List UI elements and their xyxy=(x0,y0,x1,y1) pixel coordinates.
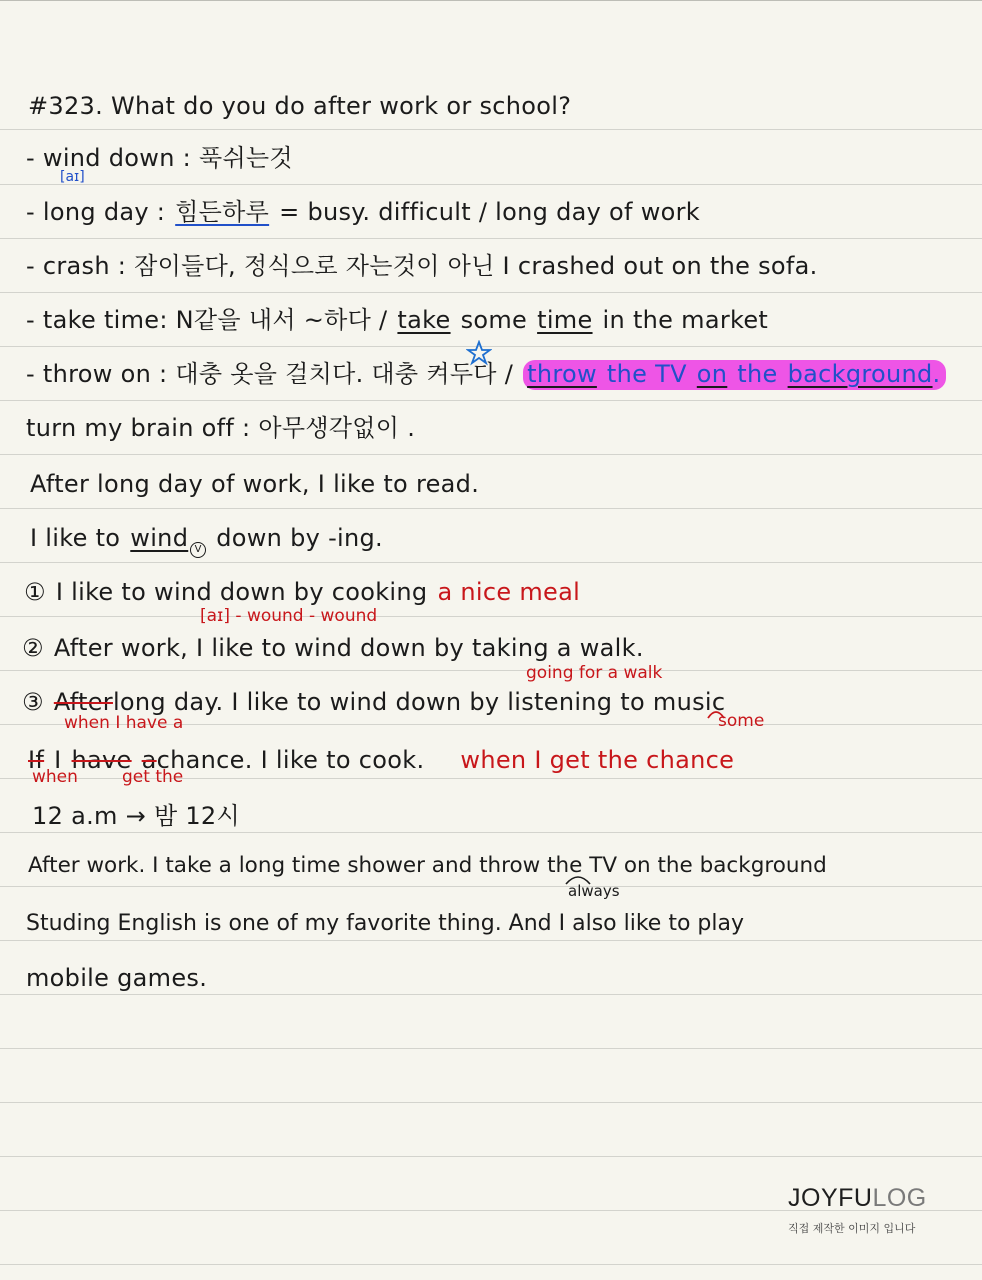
example-word: background xyxy=(787,360,933,388)
logo-text-part: JOYFU xyxy=(788,1184,873,1212)
pattern-text: down by -ing. xyxy=(216,524,383,552)
rule-line xyxy=(0,454,982,455)
page-top-edge xyxy=(0,0,982,1)
rule-line xyxy=(0,994,982,995)
logo-caption: 직접 제작한 이미지 입니다 xyxy=(788,1222,916,1235)
caret-insert-mark xyxy=(706,706,726,720)
rule-line xyxy=(0,832,982,833)
example-word: on xyxy=(696,360,728,388)
struck-word: If xyxy=(28,746,45,774)
rule-line xyxy=(0,562,982,563)
underlined-word: wind xyxy=(130,524,189,552)
red-annotation: get the xyxy=(122,767,184,787)
example-word: throw xyxy=(527,360,597,388)
underlined-word: time xyxy=(537,306,593,334)
sentence-text: long day. I like to wind down by listening to music xyxy=(112,688,726,716)
red-annotation: going for a walk xyxy=(526,663,663,683)
rule-line xyxy=(0,184,982,185)
rule-line xyxy=(0,1048,982,1049)
number-mark: ③ xyxy=(22,688,44,716)
term-label: - long day : xyxy=(26,198,166,226)
struck-word: have xyxy=(71,746,132,774)
red-annotation: some xyxy=(718,711,765,731)
underlined-word: take xyxy=(397,306,451,334)
note-paragraph-line: After work. I take a long time shower and throw the TV on the background xyxy=(28,853,827,878)
term-definition: - throw on : 대충 옷을 걸치다. 대충 켜두다 / xyxy=(26,360,514,388)
red-correction: when I get the chance xyxy=(460,746,735,774)
note-pattern xyxy=(30,524,383,558)
rule-line xyxy=(0,238,982,239)
red-annotation: when xyxy=(32,767,78,787)
note-sentence: After long day of work, I like to read. xyxy=(30,470,480,498)
underlined-korean: 힘든하루 xyxy=(175,198,270,226)
rule-line xyxy=(0,886,982,887)
example-sentence-3 xyxy=(22,688,725,716)
note-line-time: 12 a.m → 밤 12시 xyxy=(32,802,240,830)
rule-line xyxy=(0,129,982,130)
struck-word: a xyxy=(141,746,157,774)
number-mark: ② xyxy=(22,634,44,662)
definition-text: = busy. difficult / long day of work xyxy=(279,198,700,226)
rule-line xyxy=(0,616,982,617)
sentence-text: I like to wind down by cooking xyxy=(55,578,428,606)
term-definition: - take time: N같을 내서 ~하다 / xyxy=(26,306,388,334)
plain-text: in the market xyxy=(602,306,769,334)
note-line-crash: - crash : 잠이들다, 정식으로 자는것이 아닌 I crashed out on the sofa. xyxy=(26,252,818,280)
sentence-text: chance. I like to cook. xyxy=(156,746,425,774)
rule-line xyxy=(0,1102,982,1103)
note-line-long-day xyxy=(26,198,700,226)
example-period: . xyxy=(932,360,941,388)
rule-line xyxy=(0,940,982,941)
note-title: #323. What do you do after work or school? xyxy=(28,92,572,120)
rule-line xyxy=(0,1156,982,1157)
struck-word: After xyxy=(53,688,113,716)
example-word: the xyxy=(737,360,778,388)
joyfulog-logo xyxy=(788,1184,928,1236)
rule-line xyxy=(0,292,982,293)
red-annotation: when I have a xyxy=(64,713,184,733)
logo-wordmark xyxy=(788,1184,928,1212)
note-line-brain-off: turn my brain off : 아무생각없이 . xyxy=(26,414,416,442)
note-line-wind-down: - wind down : 푹쉬는것 xyxy=(26,144,293,172)
red-correction: a nice meal xyxy=(437,578,581,606)
logo-text-part: LOG xyxy=(872,1184,927,1212)
rule-line xyxy=(0,670,982,671)
note-line-take-time xyxy=(26,306,768,334)
note-paragraph-line: mobile games. xyxy=(26,964,208,992)
star-icon xyxy=(466,340,492,366)
example-sentence-1 xyxy=(24,578,580,606)
rule-line xyxy=(0,1264,982,1265)
example-word: the TV xyxy=(606,360,687,388)
note-paragraph-line: Studing English is one of my favorite thing. And I also like to play xyxy=(26,911,744,936)
pattern-text: I like to xyxy=(30,524,121,552)
sentence-word: I xyxy=(54,746,62,774)
rule-line xyxy=(0,400,982,401)
red-annotation: [aɪ] - wound - wound xyxy=(200,606,378,626)
number-mark: ① xyxy=(24,578,46,606)
sentence-text: After work, I like to wind down by taking a walk. xyxy=(53,634,644,662)
rule-line xyxy=(0,508,982,509)
pronunciation-note: [aɪ] xyxy=(60,169,85,185)
verb-circle-mark: V xyxy=(190,542,206,558)
plain-word: some xyxy=(460,306,528,334)
highlighted-example xyxy=(523,360,946,390)
insert-annotation: always xyxy=(568,882,620,900)
example-sentence-2 xyxy=(22,634,644,662)
